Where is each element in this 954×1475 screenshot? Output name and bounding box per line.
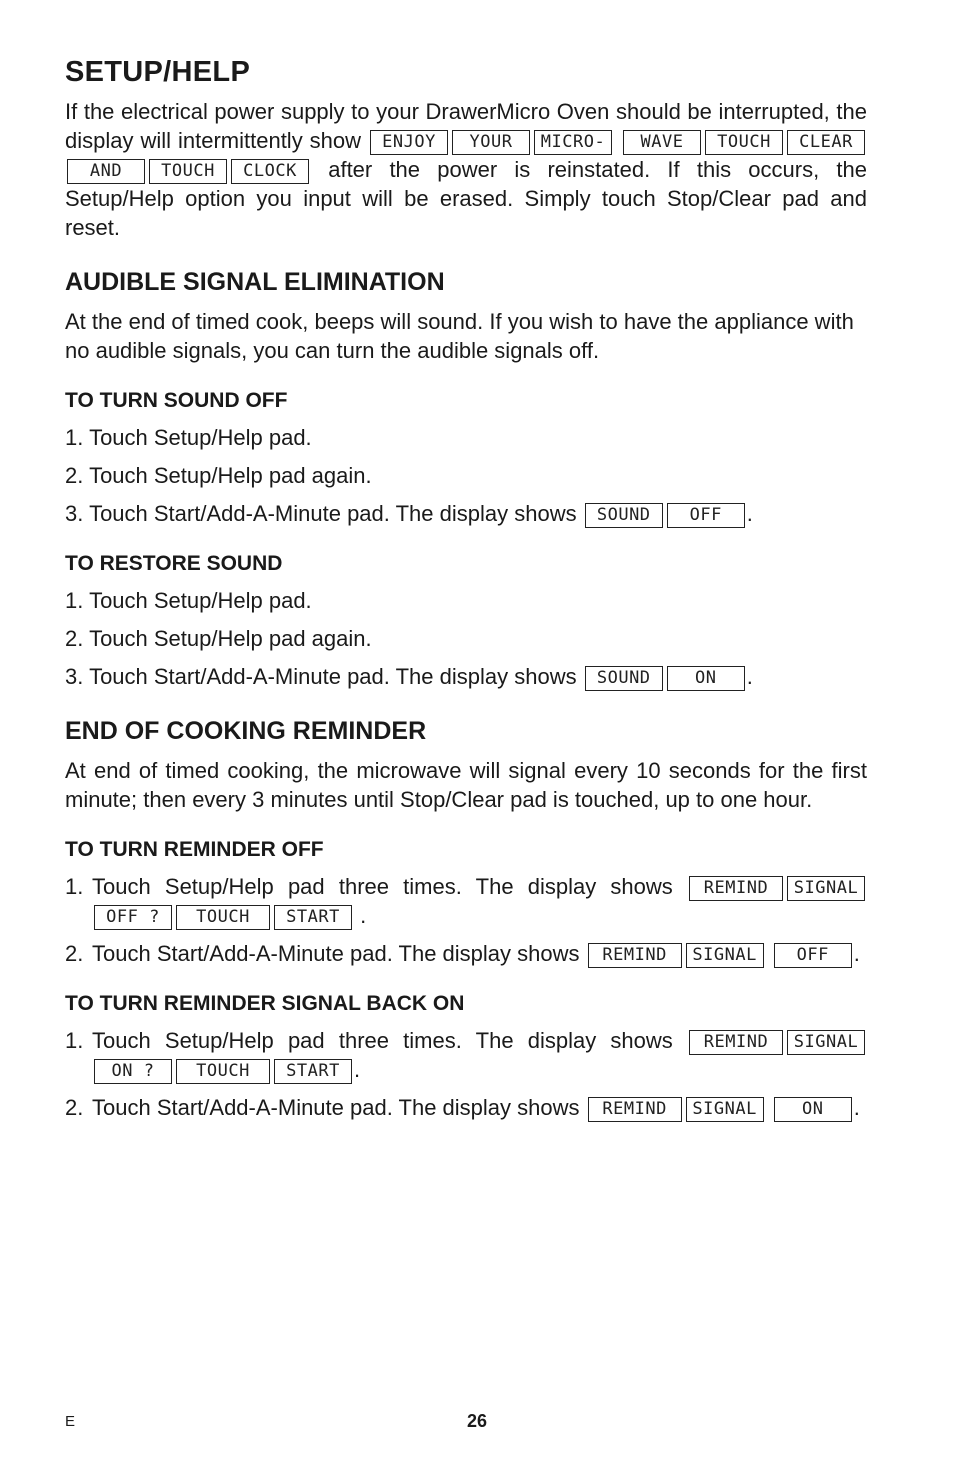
step-text: Touch Start/Add-A-Minute pad. The display shows xyxy=(92,1095,580,1120)
sound-off-steps xyxy=(65,423,867,528)
reminder-body: At end of timed cooking, the microwave will signal every 10 seconds for the first minute; then every 3 minutes until Stop/Clear pad is touched, up to one hour. xyxy=(65,758,867,812)
display-on-q: ON ? xyxy=(94,1059,172,1084)
step-text: 3. Touch Start/Add-A-Minute pad. The display shows xyxy=(65,664,577,689)
display-off-q: OFF ? xyxy=(94,905,172,930)
step-text: Touch Setup/Help pad three times. The display shows xyxy=(92,1028,673,1053)
audible-section xyxy=(65,268,867,365)
reminder-off-steps xyxy=(65,872,867,968)
display-on: ON xyxy=(774,1097,852,1122)
display-signal: SIGNAL xyxy=(787,876,865,901)
list-item: 1. Touch Setup/Help pad. xyxy=(65,588,312,613)
display-signal: SIGNAL xyxy=(686,1097,764,1122)
step-text: Touch Start/Add-A-Minute pad. The display shows xyxy=(92,941,580,966)
intro-text-before: If the electrical power supply to your DrawerMicro Oven should be interrupted, the display will intermittently show xyxy=(65,99,867,153)
sound-on-heading: TO RESTORE SOUND xyxy=(65,552,283,575)
reminder-on-section xyxy=(65,992,867,1122)
display-start: START xyxy=(274,905,352,930)
reminder-on-heading: TO TURN REMINDER SIGNAL BACK ON xyxy=(65,992,465,1015)
sound-off-heading: TO TURN SOUND OFF xyxy=(65,389,288,412)
list-item: 2. Touch Setup/Help pad again. xyxy=(65,626,372,651)
reminder-heading: END OF COOKING REMINDER xyxy=(65,717,427,745)
list-item: 2. Touch Start/Add-A-Minute pad. The display shows REMIND SIGNAL ON . xyxy=(65,1095,860,1120)
reminder-on-steps xyxy=(65,1026,867,1122)
display-clock: CLOCK xyxy=(231,159,309,184)
display-enjoy: ENJOY xyxy=(370,130,448,155)
list-item: 3. Touch Start/Add-A-Minute pad. The display shows SOUND ON . xyxy=(65,664,753,689)
footer-language: E xyxy=(65,1413,76,1430)
reminder-section xyxy=(65,717,867,814)
reminder-off-section xyxy=(65,838,867,968)
display-remind: REMIND xyxy=(588,943,682,968)
step-number: 2. xyxy=(65,941,84,966)
display-touch: TOUCH xyxy=(176,905,270,930)
list-item: 3. Touch Start/Add-A-Minute pad. The display shows SOUND OFF . xyxy=(65,501,753,526)
audible-heading: AUDIBLE SIGNAL ELIMINATION xyxy=(65,268,445,296)
step-text: 3. Touch Start/Add-A-Minute pad. The display shows xyxy=(65,501,577,526)
audible-body: At the end of timed cook, beeps will sound. If you wish to have the appliance with no audible signals, you can turn the audible signals off. xyxy=(65,309,854,363)
sound-on-section xyxy=(65,552,867,691)
list-item: 1. Touch Setup/Help pad three times. The display shows REMIND SIGNAL ON ? TOUCH START . xyxy=(65,1026,867,1084)
display-on: ON xyxy=(667,666,745,691)
display-off: OFF xyxy=(774,943,852,968)
display-start: START xyxy=(274,1059,352,1084)
display-and: AND xyxy=(67,159,145,184)
display-off: OFF xyxy=(667,503,745,528)
display-wave: WAVE xyxy=(623,130,701,155)
display-remind: REMIND xyxy=(689,1030,783,1055)
display-sound: SOUND xyxy=(585,503,663,528)
display-signal: SIGNAL xyxy=(787,1030,865,1055)
display-micro: MICRO- xyxy=(534,130,612,155)
intro-paragraph xyxy=(65,97,867,242)
display-touch: TOUCH xyxy=(705,130,783,155)
display-your: YOUR xyxy=(452,130,530,155)
step-text: Touch Setup/Help pad three times. The display shows xyxy=(92,874,673,899)
display-touch-2: TOUCH xyxy=(149,159,227,184)
manual-page xyxy=(65,56,867,1131)
display-sound: SOUND xyxy=(585,666,663,691)
display-remind: REMIND xyxy=(689,876,783,901)
intro-text-after: after the power is reinstated. If this occurs, the Setup/Help option you input will be erased. Simply touch Stop/Clear pad and reset. xyxy=(65,157,867,240)
list-item: 2. Touch Start/Add-A-Minute pad. The display shows REMIND SIGNAL OFF . xyxy=(65,941,860,966)
step-number: 1. xyxy=(65,874,84,899)
list-item: 1. Touch Setup/Help pad. xyxy=(65,425,312,450)
step-number: 2. xyxy=(65,1095,84,1120)
display-touch: TOUCH xyxy=(176,1059,270,1084)
page-number: 26 xyxy=(466,1411,488,1431)
display-signal: SIGNAL xyxy=(686,943,764,968)
display-remind: REMIND xyxy=(588,1097,682,1122)
list-item: 1. Touch Setup/Help pad three times. The display shows REMIND SIGNAL OFF ? TOUCH START . xyxy=(65,872,867,930)
list-item: 2. Touch Setup/Help pad again. xyxy=(65,463,372,488)
step-number: 1. xyxy=(65,1028,84,1053)
sound-on-steps xyxy=(65,586,867,691)
display-clear: CLEAR xyxy=(787,130,865,155)
page-title: SETUP/HELP xyxy=(65,56,251,88)
sound-off-section xyxy=(65,389,867,528)
reminder-off-heading: TO TURN REMINDER OFF xyxy=(65,838,324,861)
